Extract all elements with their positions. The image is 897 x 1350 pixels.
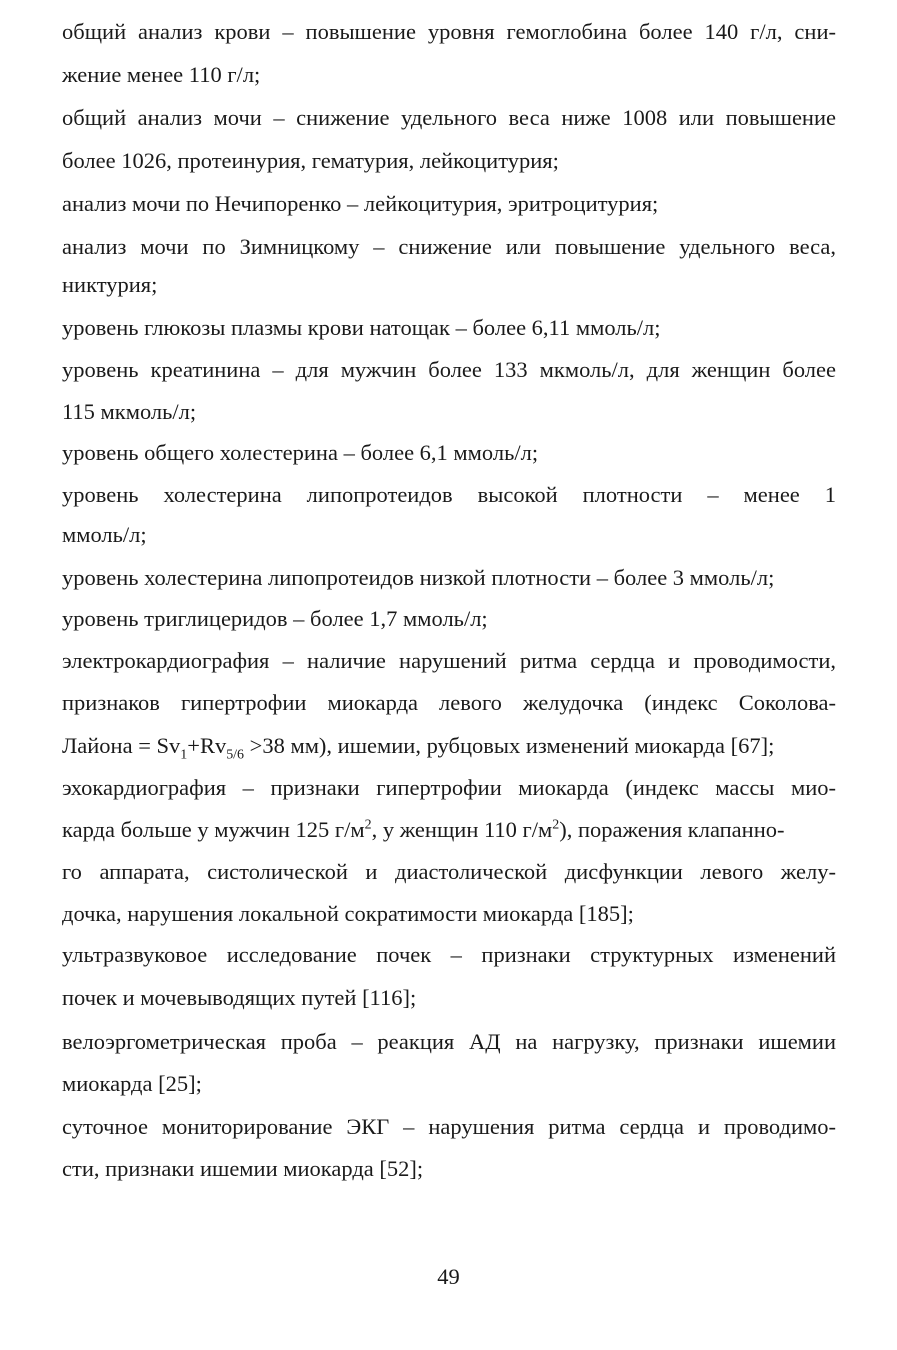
sokolow-text-before: Лайона = Sv [62,733,181,758]
text-line-24: почек и мочевыводящих путей [116]; [62,985,417,1010]
subscript-1: 1 [180,747,188,763]
text-line-13: ммоль/л; [62,522,147,547]
echo-line-1: эхокардиография – признаки гипертрофии миокарда (индекс массы мио- [62,775,836,800]
text-line-17: признаков гипертрофии миокарда левого желудочка (индекс Соколова- [62,690,836,715]
text-line-4: более 1026, протеинурия, гематурия, лейкоцитурия; [62,148,559,173]
page-number: 49 [437,1264,460,1289]
sokolow-text-after: >38 мм), ишемии, рубцовых изменений миокарда [67]; [244,733,775,758]
text-line-25: велоэргометрическая проба – реакция АД на нагрузку, признаки ишемии [62,1029,836,1054]
text-line-9: уровень креатинина – для мужчин более 133 мкмоль/л, для женщин более [62,357,836,382]
text-line-23: ультразвуковое исследование почек – признаки структурных изменений [62,942,836,967]
subscript-5-6: 5/6 [226,747,245,763]
text-line-6: анализ мочи по Зимницкому – снижение или повышение удельного веса, [62,234,836,259]
text-line-10: 115 мкмоль/л; [62,399,197,424]
text-line-11: уровень общего холестерина – более 6,1 ммоль/л; [62,440,539,465]
text-line-14: уровень холестерина липопротеидов низкой плотности – более 3 ммоль/л; [62,565,775,590]
text-line-7: никтурия; [62,272,158,297]
sokolow-text-mid: +Rv [187,733,227,758]
superscript-2a: 2 [364,817,372,833]
text-line-8: уровень глюкозы плазмы крови натощак – более 6,11 ммоль/л; [62,315,661,340]
echo-text-part1: карда больше у мужчин 125 г/м [62,817,365,842]
text-line-3: общий анализ мочи – снижение удельного веса ниже 1008 или повышение [62,105,836,130]
text-line-12: уровень холестерина липопротеидов высокой плотности – менее 1 [62,482,836,507]
echo-text-part3: ), поражения клапанно- [559,817,785,842]
superscript-2b: 2 [552,817,560,833]
text-line-21: го аппарата, систолической и диастолической дисфункции левого желу- [62,859,836,884]
text-line-16: электрокардиография – наличие нарушений ритма сердца и проводимости, [62,648,836,673]
echo-line-2 [62,815,836,845]
sokolow-lyon-line [62,731,836,761]
text-line-2: жение менее 110 г/л; [62,62,261,87]
text-line-27: суточное мониторирование ЭКГ – нарушения ритма сердца и проводимо- [62,1114,836,1139]
echo-text-part2: , у женщин 110 г/м [371,817,553,842]
text-line-15: уровень триглицеридов – более 1,7 ммоль/л; [62,606,488,631]
text-line-28: сти, признаки ишемии миокарда [52]; [62,1156,424,1181]
text-line-22: дочка, нарушения локальной сократимости миокарда [185]; [62,901,634,926]
text-line-26: миокарда [25]; [62,1071,202,1096]
text-line-1: общий анализ крови – повышение уровня гемоглобина более 140 г/л, сни- [62,19,836,44]
text-line-5: анализ мочи по Нечипоренко – лейкоцитурия, эритроцитурия; [62,191,659,216]
